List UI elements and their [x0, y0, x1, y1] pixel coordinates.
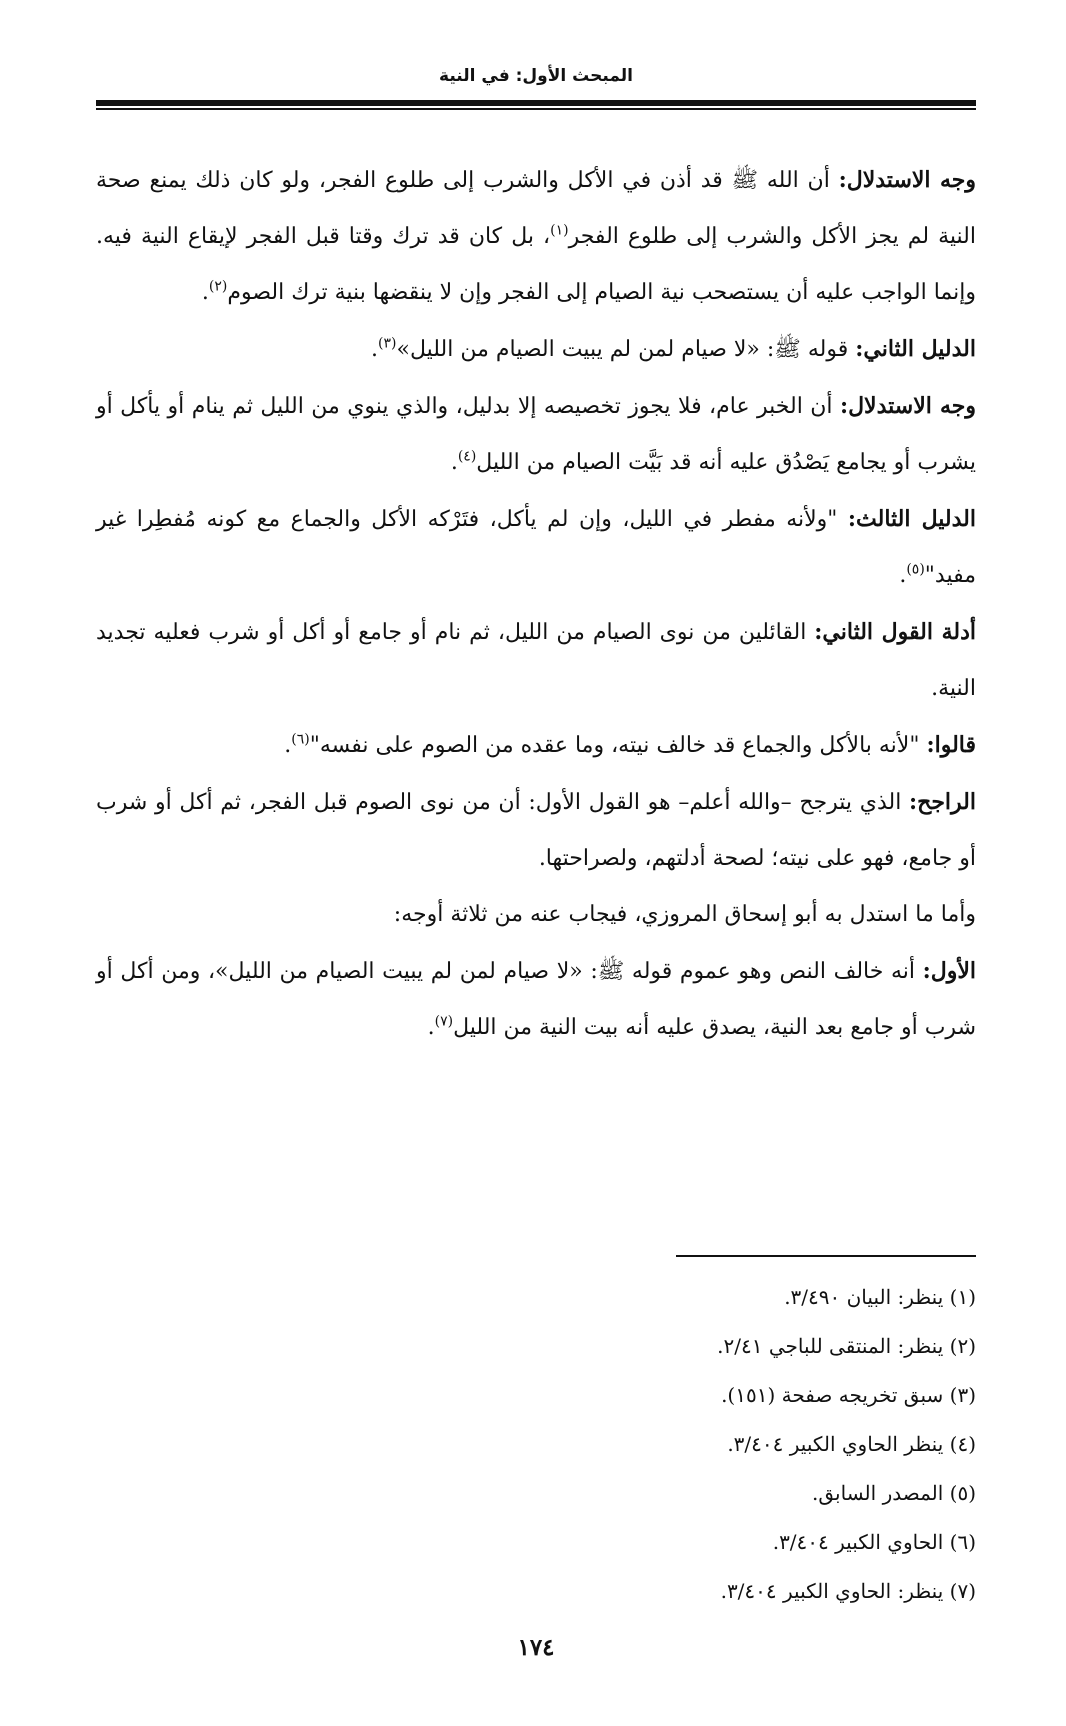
paragraph-text: الذي يترجح –والله أعلم– هو القول الأول: أن من نوى الصوم قبل الفجر، ثم أكل أو شرب أو جامع، فهو على نيته؛ لصحة أدلتهم، ولصراحتها. [96, 790, 976, 871]
paragraph-end: . [899, 563, 907, 588]
paragraph-text: أن الله ﷺ قد أذن في الأكل والشرب إلى طلوع الفجر، ولو كان ذلك يمنع صحة النية لم يجز الأكل والشرب إلى طلوع الفجر [96, 168, 976, 249]
running-header: المبحث الأول: في النية [439, 66, 633, 86]
paragraph-5 [96, 604, 976, 717]
paragraph-text: أنه خالف النص وهو عموم قوله ﷺ: «لا صيام لمن لم يبيت الصيام من الليل»، ومن أكل أو شرب أو جامع بعد النية، يصدق عليه أنه بيت النية من الليل [96, 959, 976, 1040]
paragraph-7 [96, 774, 976, 887]
header-rule-thick [96, 100, 976, 106]
footnote-ref: (٢) [208, 278, 228, 295]
paragraph-lead: وجه الاستدلال: [839, 393, 976, 419]
paragraph-text-cont: ، بل كان قد ترك وقتا قبل الفجر لإيقاع النية فيه. وإنما الواجب عليه أن يستصحب نية الصيام إلى الفجر وإن لا ينقضها بنية ترك الصوم [96, 224, 976, 305]
footnote-ref: (١) [550, 222, 569, 239]
paragraph-lead: الدليل الثالث: [847, 506, 976, 532]
paragraph-lead: وجه الاستدلال: [838, 167, 977, 193]
footnote-item: (١) ينظر: البيان ٣/٤٩٠. [784, 1285, 976, 1309]
footnote-item: (٧) ينظر: الحاوي الكبير ٣/٤٠٤. [720, 1579, 976, 1603]
paragraph-8 [96, 887, 976, 943]
paragraph-lead: الراجح: [909, 789, 976, 815]
paragraph-9 [96, 943, 976, 1056]
paragraph-text: أن الخبر عام، فلا يجوز تخصيصه إلا بدليل، والذي ينوي من الليل ثم ينام أو يأكل أو يشرب أو يجامع يَصْدُق عليه أنه قد بَيَّت الصيام من الليل [96, 394, 976, 475]
paragraph-lead: الدليل الثاني: [855, 336, 976, 362]
paragraph-end: . [201, 280, 209, 305]
paragraph-lead: قالوا: [926, 732, 976, 758]
paragraph-text: القائلين من نوى الصيام من الليل، ثم نام أو جامع أو أكل أو شرب فعليه تجديد النية. [96, 620, 976, 701]
paragraph-end: . [284, 733, 292, 758]
paragraph-4 [96, 491, 976, 604]
paragraph-2 [96, 321, 976, 378]
footnote-ref: (٤) [457, 448, 477, 465]
paragraph-end: . [427, 1015, 435, 1040]
page-number: ١٧٤ [517, 1634, 555, 1661]
paragraph-text: وأما ما استدل به أبو إسحاق المروزي، فيجاب عنه من ثلاثة أوجه: [393, 902, 976, 927]
paragraph-6 [96, 717, 976, 774]
paragraph-text: قوله ﷺ: «لا صيام لمن لم يبيت الصيام من الليل» [396, 337, 856, 362]
paragraph-3 [96, 378, 976, 491]
footnote-item: (٦) الحاوي الكبير ٣/٤٠٤. [772, 1530, 976, 1554]
body-text [96, 152, 976, 1056]
footnote-item: (٣) سبق تخريجه صفحة (١٥١). [721, 1383, 976, 1407]
footnote-ref: (٦) [291, 731, 310, 748]
paragraph-end: . [450, 450, 458, 475]
footnote-ref: (٥) [906, 561, 925, 578]
footnote-item: (٤) ينظر الحاوي الكبير ٣/٤٠٤. [727, 1432, 976, 1456]
footnote-item: (٢) ينظر: المنتقى للباجي ٢/٤١. [717, 1334, 976, 1358]
header-rule-thin [96, 108, 976, 110]
paragraph-text: "ولأنه مفطر في الليل، وإن لم يأكل، فتَرْكه الأكل والجماع مع كونه مُفطِرا غير مفيد" [96, 507, 976, 588]
paragraph-lead: الأول: [922, 958, 976, 984]
footnote-ref: (٧) [434, 1013, 454, 1030]
footnote-separator [676, 1255, 976, 1257]
paragraph-end: . [371, 337, 379, 362]
footnotes [96, 1273, 976, 1616]
paragraph-text: "لأنه بالأكل والجماع قد خالف نيته، وما عقده من الصوم على نفسه" [309, 733, 927, 758]
paragraph-lead: أدلة القول الثاني: [814, 619, 976, 645]
footnote-ref: (٣) [378, 335, 397, 352]
paragraph-1 [96, 152, 976, 321]
footnote-item: (٥) المصدر السابق. [812, 1481, 976, 1505]
